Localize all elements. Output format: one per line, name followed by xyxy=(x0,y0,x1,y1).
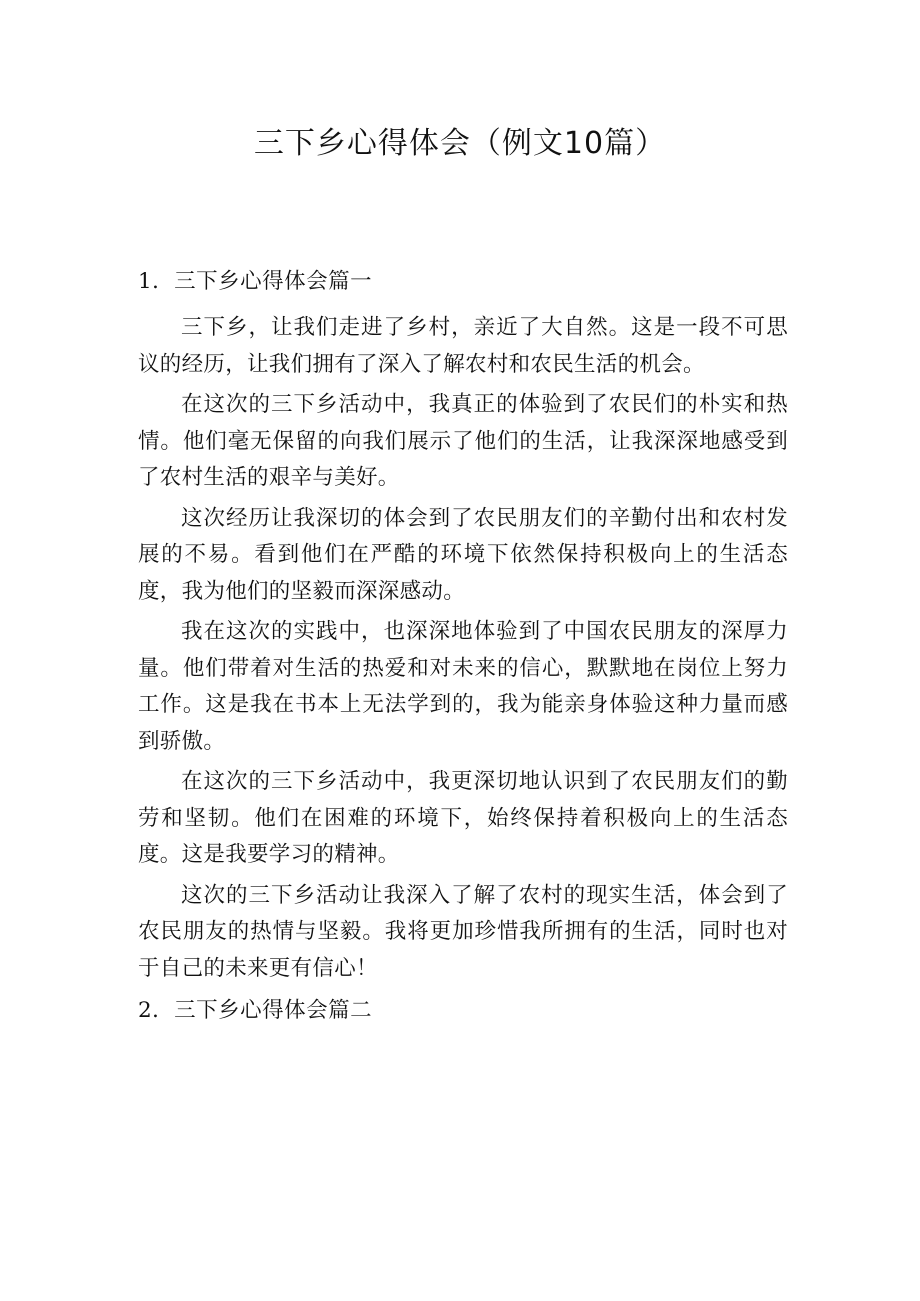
section-heading-2: 2．三下乡心得体会篇二 xyxy=(138,998,373,1023)
paragraph-1-3: 这次经历让我深切的体会到了农民朋友们的辛勤付出和农村发展的不易。看到他们在严酷的环境下依然保持积极向上的生活态度，我为他们的坚毅而深深感动。 xyxy=(138,505,788,604)
document-body xyxy=(138,264,788,1029)
document-title: 三下乡心得体会（例文10篇） xyxy=(253,126,667,161)
section-heading-1: 1．三下乡心得体会篇一 xyxy=(138,269,373,294)
paragraph-1-2: 在这次的三下乡活动中，我真正的体验到了农民们的朴实和热情。他们毫无保留的向我们展示了他们的生活，让我深深地感受到了农村生活的艰辛与美好。 xyxy=(138,392,788,490)
paragraph-1-6: 这次的三下乡活动让我深入了解了农村的现实生活，体会到了农民朋友的热情与坚毅。我将更加珍惜我所拥有的生活，同时也对于自己的未来更有信心！ xyxy=(138,882,788,981)
paragraph-1-1: 三下乡，让我们走进了乡村，亲近了大自然。这是一段不可思议的经历，让我们拥有了深入了解农村和农民生活的机会。 xyxy=(138,315,788,377)
paragraph-1-5: 在这次的三下乡活动中，我更深切地认识到了农民朋友们的勤劳和坚韧。他们在困难的环境下，始终保持着积极向上的生活态度。这是我要学习的精神。 xyxy=(138,769,788,867)
paragraph-1-4: 我在这次的实践中，也深深地体验到了中国农民朋友的深厚力量。他们带着对生活的热爱和对未来的信心，默默地在岗位上努力工作。这是我在书本上无法学到的，我为能亲身体验这种力量而感到骄傲。 xyxy=(138,619,788,754)
